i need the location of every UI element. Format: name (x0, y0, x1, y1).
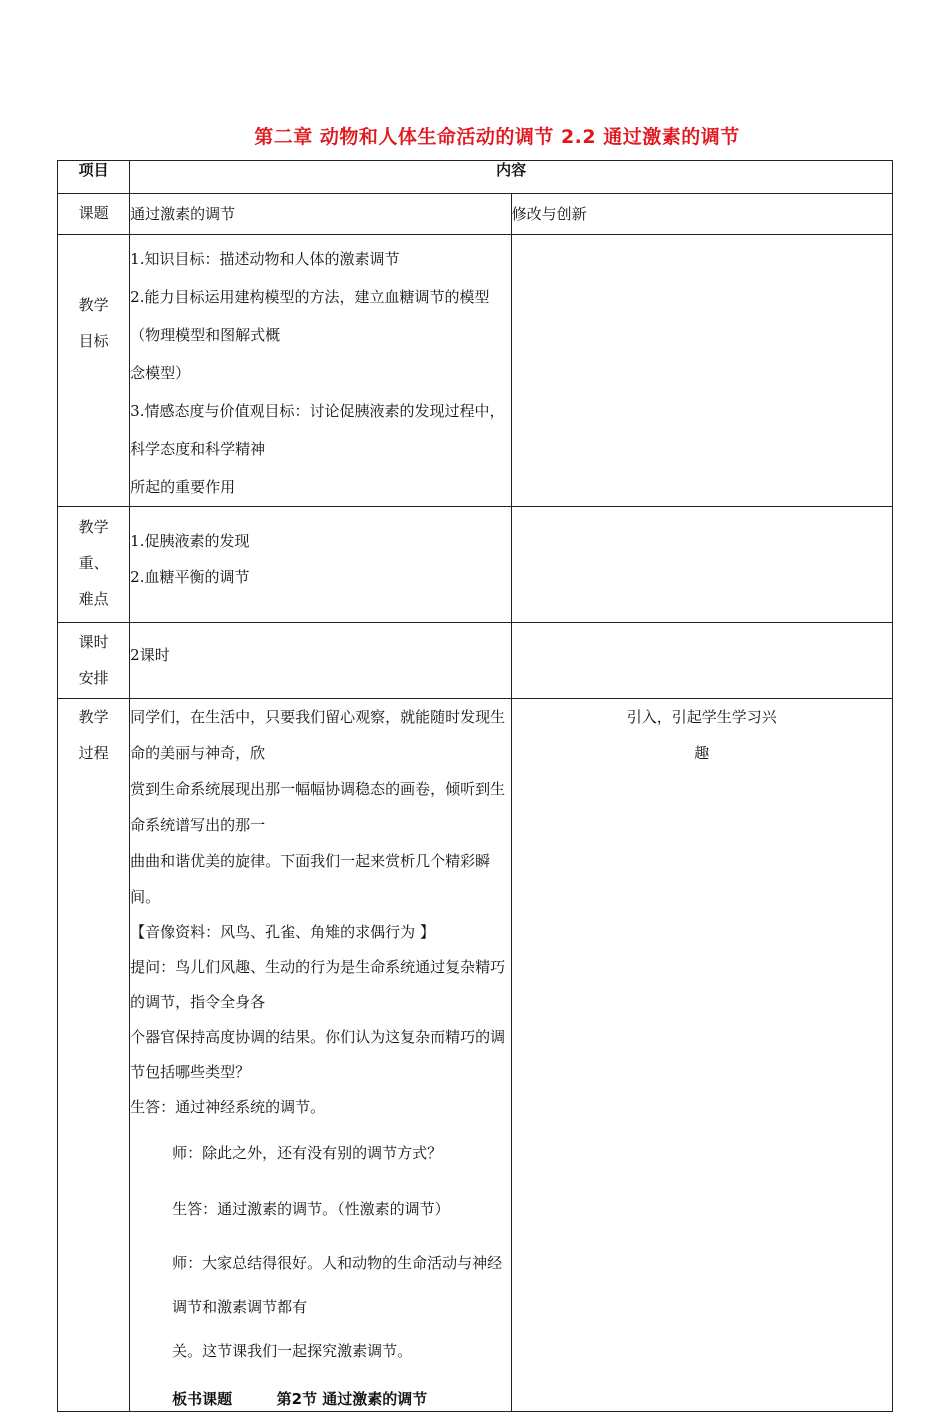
answer-line: 生答：通过激素的调节。（性激素的调节） (172, 1200, 450, 1218)
schedule-row (58, 623, 893, 699)
process-label-2: 过程 (78, 744, 109, 762)
goals-row (58, 235, 893, 507)
process-label-1: 教学 (78, 708, 109, 726)
goal-line: 念模型） (130, 364, 191, 382)
goal-line: 3.情感态度与价值观目标：讨论促胰液素的发现过程中，科学态度和科学精神 (130, 402, 505, 458)
page-title: 第二章 动物和人体生命活动的调节 2.2 通过激素的调节 (254, 126, 740, 148)
paragraph-line: 同学们，在生活中，只要我们留心观察，就能随时发现生命的美丽与神奇，欣 (130, 708, 506, 762)
process-note-line: 趣 (694, 744, 710, 762)
teacher-line: 师：大家总结得很好。人和动物的生命活动与神经调节和激素调节都有 (172, 1254, 503, 1316)
paragraph-line: 赏到生命系统展现出那一幅幅协调稳态的画卷，倾听到生命系统谱写出的那一 (130, 780, 506, 834)
process-row (58, 699, 893, 1412)
goal-line: 1.知识目标：描述动物和人体的激素调节 (130, 250, 400, 268)
board-title: 第2节 通过激素的调节 (276, 1390, 428, 1408)
paragraph-line: 曲曲和谐优美的旋律。下面我们一起来赏析几个精彩瞬间。 (130, 852, 491, 906)
media-line: 【音像资料：风鸟、孔雀、角雉的求偶行为 】 (130, 923, 435, 941)
table-header-row (58, 161, 893, 194)
topic-note: 修改与创新 (511, 194, 892, 235)
teacher-line: 关。这节课我们一起探究激素调节。 (172, 1342, 413, 1360)
header-content: 内容 (130, 161, 893, 194)
teacher-line: 师：除此之外，还有没有别的调节方式？ (172, 1144, 443, 1162)
board-label: 板书课题 (172, 1390, 233, 1408)
goals-label-2: 目标 (78, 332, 109, 350)
schedule-content: 2课时 (130, 623, 511, 699)
topic-label: 课题 (78, 204, 109, 222)
process-note-line: 引入，引起学生学习兴 (626, 708, 777, 726)
topic-row (58, 194, 893, 235)
keypoint-line: 1.促胰液素的发现 (130, 532, 250, 550)
lesson-plan-table (57, 160, 893, 1412)
header-item: 项目 (58, 161, 130, 194)
keypoints-label-1: 教学 (78, 518, 109, 536)
keypoints-row (58, 507, 893, 623)
goal-line: 2.能力目标运用建构模型的方法，建立血糖调节的模型（物理模型和图解式概 (130, 288, 490, 344)
question-line: 提问：鸟儿们风趣、生动的行为是生命系统通过复杂精巧的调节，指令全身各 (130, 958, 506, 1011)
keypoints-label-2: 重、 (78, 554, 109, 572)
topic-content: 通过激素的调节 (130, 194, 511, 235)
schedule-label-1: 课时 (78, 633, 109, 651)
question-line: 个器官保持高度协调的结果。你们认为这复杂而精巧的调节包括哪些类型？ (130, 1028, 506, 1081)
keypoints-label-3: 难点 (78, 590, 109, 608)
schedule-label-2: 安排 (78, 669, 109, 687)
board-title-line (130, 1387, 510, 1411)
goal-line: 所起的重要作用 (130, 478, 236, 496)
keypoint-line: 2.血糖平衡的调节 (130, 568, 250, 586)
answer-line: 生答：通过神经系统的调节。 (130, 1098, 326, 1116)
goals-label-1: 教学 (78, 296, 109, 314)
